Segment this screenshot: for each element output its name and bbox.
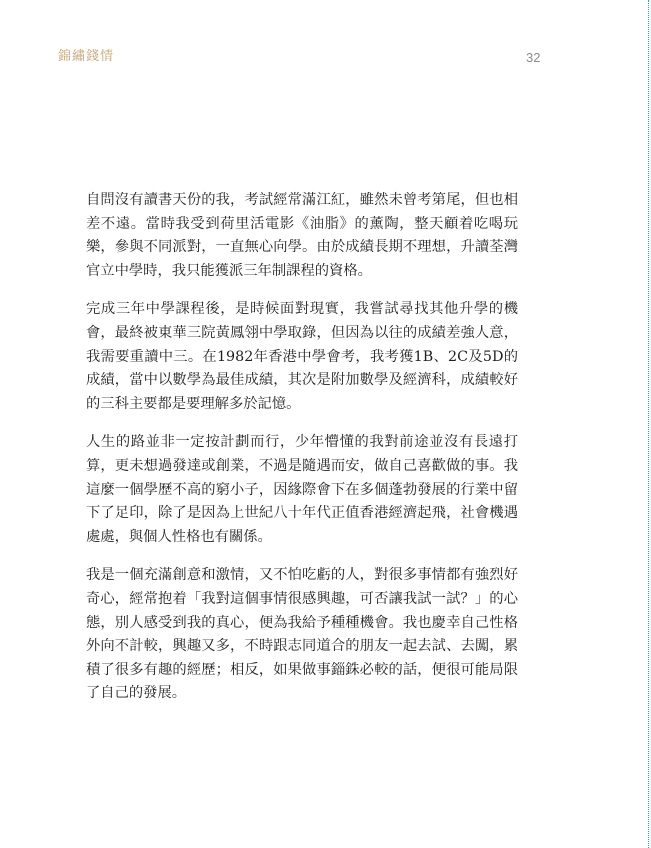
body-text xyxy=(86,189,518,721)
paragraph-3: 人生的路並非一定按計劃而行，少年懵懂的我對前途並沒有長遠打算，更未想過發達或創業，不過是隨遇而安，做自己喜歡做的事。我這麼一個學歷不高的窮小子，因緣際會下在多個蓬勃發展的行業中留下了足印，除了是因為上世紀八十年代正值香港經濟起飛，社會機遇處處，與個人性格也有關係。 xyxy=(86,434,518,545)
paragraph-2: 完成三年中學課程後，是時候面對現實，我嘗試尋找其他升學的機會，最終被東華三院黃鳳翎中學取錄，但因為以往的成績差強人意，我需要重讀中三。在1982年香港中學會考，我考獲1B、2C及5D的成績，當中以數學為最佳成績，其次是附加數學及經濟科，成績較好的三科主要都是要理解多於記憶。 xyxy=(86,301,518,412)
page-number: 32 xyxy=(526,50,541,65)
paragraph-1: 自問沒有讀書天份的我，考試經常滿江紅，雖然未曾考第尾，但也相差不遠。當時我受到荷里活電影《油脂》的薰陶，整天顧着吃喝玩樂，參與不同派對，一直無心向學。由於成績長期不理想，升讀荃灣官立中學時，我只能獲派三年制課程的資格。 xyxy=(86,192,518,279)
page-edge-divider xyxy=(648,0,649,848)
running-header-title: 錦繡錢情 xyxy=(58,49,115,64)
paragraph-4: 我是一個充滿創意和激情，又不怕吃虧的人，對很多事情都有強烈好奇心，經常抱着「我對這個事情很感興趣，可否讓我試一試？」的心態，別人感受到我的真心，便為我給予種種機會。我也慶幸自己性格外向不計較，興趣又多，不時跟志同道合的朋友一起去試、去闖，累積了很多有趣的經歷；相反，如果做事錙銖必較的話，便很可能局限了自己的發展。 xyxy=(86,567,518,702)
